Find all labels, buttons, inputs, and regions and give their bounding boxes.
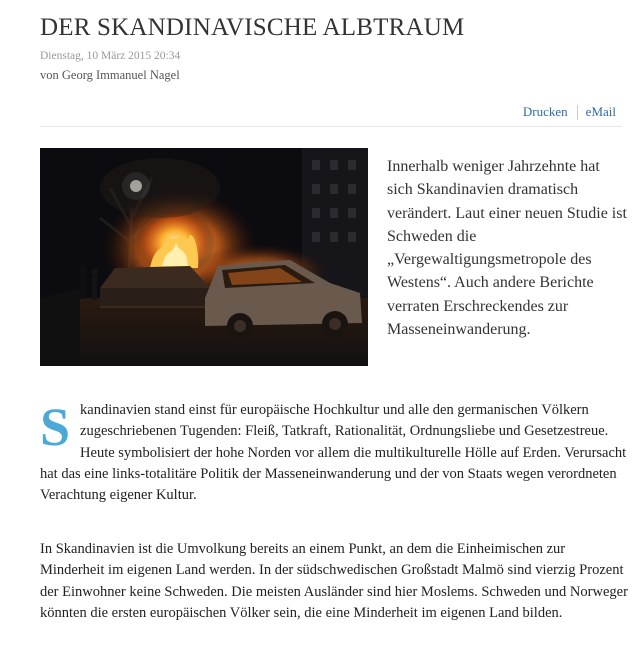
- article-photo: [40, 148, 368, 366]
- article-paragraph-2: In Skandinavien ist die Umvolkung bereits an einem Punkt, an dem die Einheimischen zur Minderheit im eigenen Land werden. In der südschwedischen Großstadt Malmö sind vierzig Prozent der Einwohner keine Schweden. Die meisten Ausländer sind hier Moslems. Schweden und Norweger könnten die ersten europäischen Völker sein, die eine Minderheit im eigenen Land bilden.: [40, 541, 628, 621]
- print-link[interactable]: Drucken: [522, 104, 568, 119]
- drop-cap: S: [40, 397, 71, 457]
- article-tools: [523, 104, 616, 120]
- article-date: Dienstag, 10 März 2015 20:34: [40, 50, 181, 62]
- article-author: von Georg Immanuel Nagel: [40, 68, 180, 82]
- article-title: DER SKANDINAVISCHE ALBTRAUM: [40, 14, 465, 41]
- paragraph-text: kandinavien stand einst für europäische Hochkultur und alle den germanischen Völkern zugeschriebenen Tugenden: Fleiß, Tatkraft, Rationalität, Ordnungsliebe und Gesetzestreue. Heute symbolisiert der hohe Norden vor allem die multikulturelle Hölle auf Erden. Verursacht hat das eine links-totalitäre Politik der Masseneinwanderung und der von Staats wegen verordneten Verachtung eigener Kultur.: [40, 402, 627, 504]
- email-link[interactable]: eMail: [585, 104, 616, 119]
- tools-divider: [577, 105, 578, 120]
- article-lead: Innerhalb weniger Jahrzehnte hat sich Skandinavien dramatisch verändert. Laut einer neuen Studie ist Schweden die „Vergewaltigungsmetropole des Westens“. Auch andere Berichte verraten Erschreckendes zur Masseneinwanderung.: [387, 158, 627, 339]
- header-divider: [40, 126, 622, 127]
- burning-cars-image: [40, 148, 368, 366]
- article-paragraph: [40, 397, 630, 506]
